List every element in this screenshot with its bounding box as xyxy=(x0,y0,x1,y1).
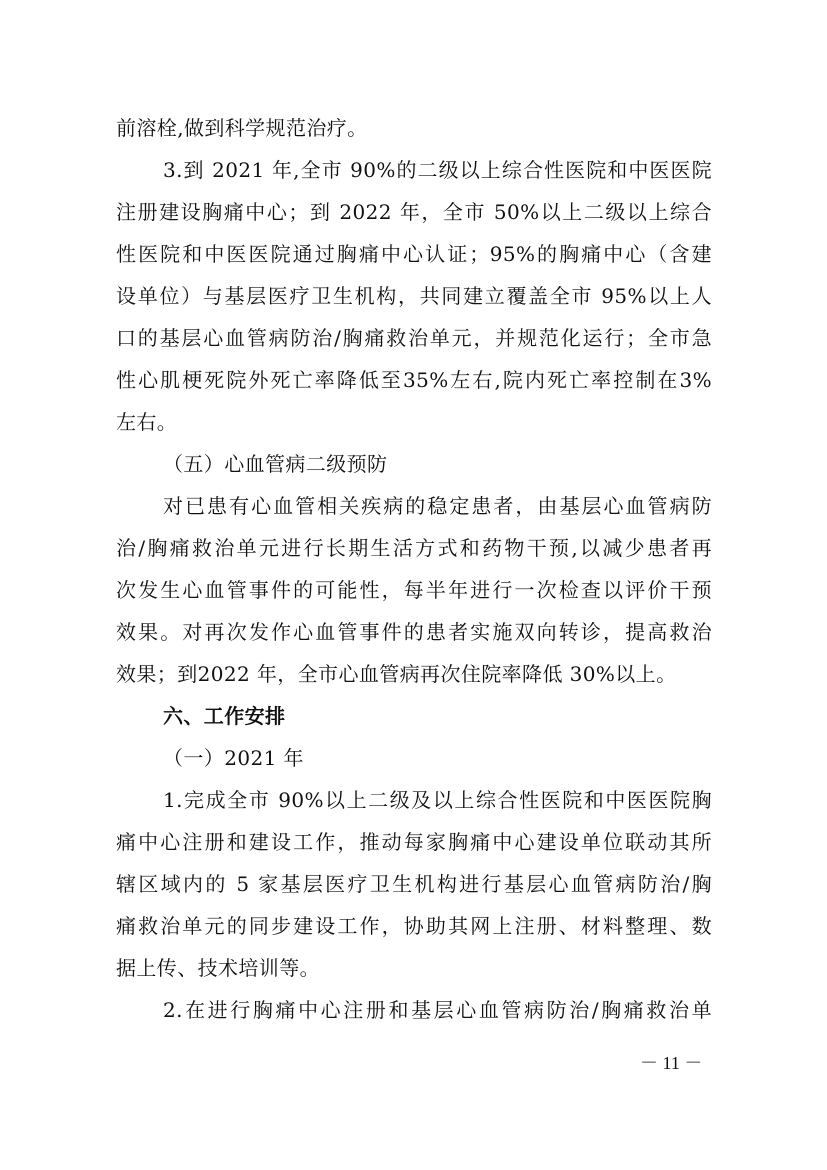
paragraph-line: 口的基层心血管病防治/胸痛救治单元，并规范化运行；全市急 xyxy=(116,326,712,350)
paragraph-line: 3.到 2021 年,全市 90%的二级以上综合性医院和中医医院 xyxy=(163,158,712,182)
section-subheading: （五）心血管病二级预防 xyxy=(163,452,388,476)
section-heading: 六、工作安排 xyxy=(163,704,286,728)
paragraph-line: 辖区域内的 5 家基层医疗卫生机构进行基层心血管病防治/胸 xyxy=(116,872,712,896)
paragraph-line: 痛救治单元的同步建设工作，协助其网上注册、材料整理、数 xyxy=(116,914,712,938)
paragraph-line: 2.在进行胸痛中心注册和基层心血管病防治/胸痛救治单 xyxy=(163,998,712,1022)
paragraph-line: 注册建设胸痛中心；到 2022 年，全市 50%以上二级以上综合 xyxy=(116,200,712,224)
paragraph-line: 痛中心注册和建设工作，推动每家胸痛中心建设单位联动其所 xyxy=(116,830,712,854)
paragraph-line: 设单位）与基层医疗卫生机构，共同建立覆盖全市 95%以上人 xyxy=(116,284,712,308)
paragraph-line: 据上传、技术培训等。 xyxy=(116,956,320,980)
paragraph-line: 前溶栓,做到科学规范治疗。 xyxy=(116,116,368,140)
paragraph-line: 左右。 xyxy=(116,410,178,434)
paragraph-line: 次发生心血管事件的可能性，每半年进行一次检查以评价干预 xyxy=(116,578,712,602)
paragraph-line: 对已患有心血管相关疾病的稳定患者，由基层心血管病防 xyxy=(163,494,712,518)
page-number: － 11 － xyxy=(640,1053,703,1073)
paragraph-line: 性心肌梗死院外死亡率降低至35%左右,院内死亡率控制在3% xyxy=(116,368,712,392)
paragraph-line: 1.完成全市 90%以上二级及以上综合性医院和中医医院胸 xyxy=(163,788,712,812)
paragraph-line: 效果；到2022 年，全市心血管病再次住院率降低 30%以上。 xyxy=(116,662,677,686)
paragraph-line: 治/胸痛救治单元进行长期生活方式和药物干预,以减少患者再 xyxy=(116,536,712,560)
paragraph-line: 性医院和中医医院通过胸痛中心认证；95%的胸痛中心（含建 xyxy=(116,242,712,266)
subsection-heading: （一）2021 年 xyxy=(163,746,304,770)
paragraph-line: 效果。对再次发作心血管事件的患者实施双向转诊，提高救治 xyxy=(116,620,712,644)
